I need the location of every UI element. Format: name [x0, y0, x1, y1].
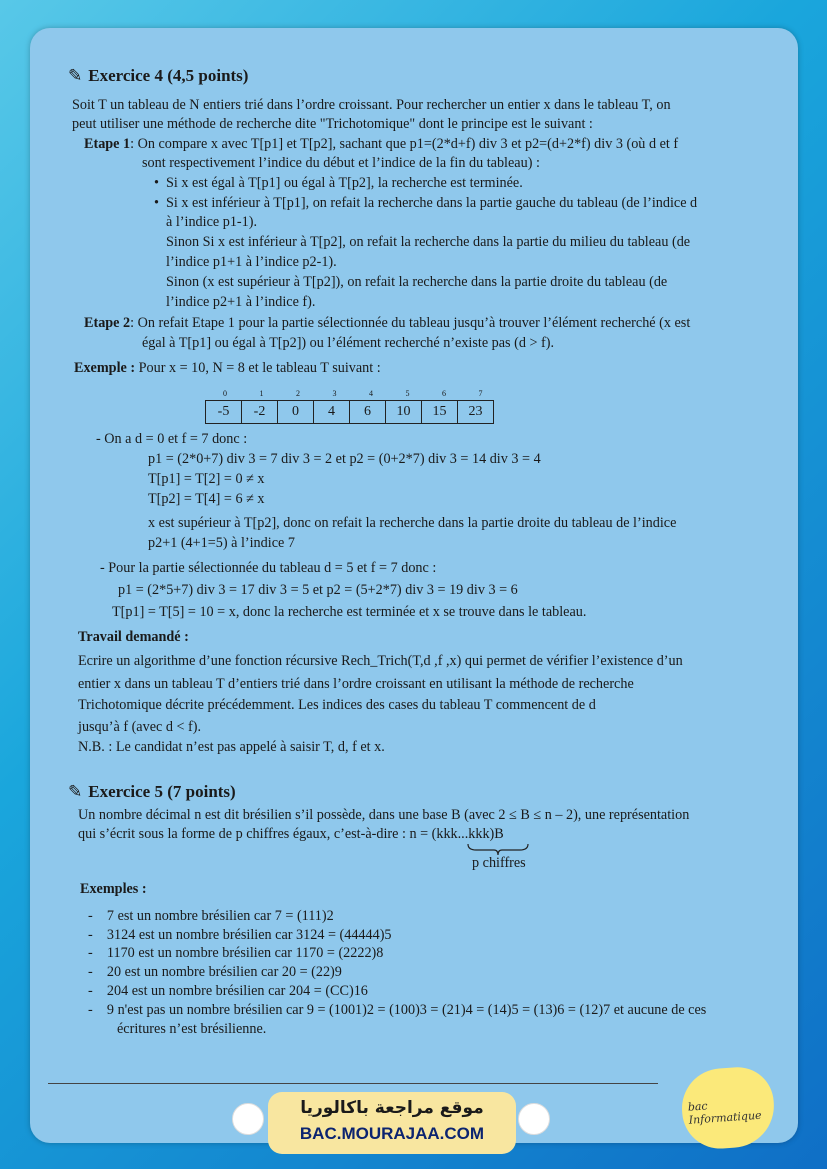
bullet-4-cont: l’indice p2+1 à l’indice f).	[166, 294, 316, 310]
array-index: 1	[259, 389, 264, 398]
array-cell: 23	[458, 401, 494, 424]
site-logo-left-icon	[232, 1103, 264, 1135]
step-3: T[p1] = T[2] = 0 ≠ x	[148, 471, 265, 487]
step-8: p1 = (2*5+7) div 3 = 17 div 3 = 5 et p2 = (5+2*7) div 3 = 19 div 3 = 6	[118, 582, 518, 598]
p-chiffres: p chiffres	[472, 855, 526, 871]
array-table	[205, 400, 494, 424]
array-cell: -5	[206, 401, 242, 424]
ex5-line-2: qui s’écrit sous la forme de p chiffres égaux, c’est-à-dire : n = (kkk...kkk)B	[78, 826, 504, 842]
array-index: 6	[442, 389, 446, 398]
etape-2: Etape 2: On refait Etape 1 pour la partie sélectionnée du tableau jusqu’à trouver l’élément recherché (x est	[84, 315, 691, 331]
badge-text: bac Informatique	[687, 1099, 762, 1127]
array-cell: 0	[278, 401, 314, 424]
example-3: - 1170 est un nombre brésilien car 1170 = (2222)8	[88, 945, 384, 961]
step-7: - Pour la partie sélectionnée du tableau d = 5 et f = 7 donc :	[100, 560, 437, 576]
bullet-2: • Si x est inférieur à T[p1], on refait la recherche dans la partie gauche du tableau (de l’indice d	[166, 194, 697, 212]
step-6: p2+1 (4+1=5) à l’indice 7	[148, 535, 295, 551]
document-page	[30, 28, 798, 1143]
travail-line-2: entier x dans un tableau T d’entiers trié dans l’ordre croissant en utilisant la méthode de recherche	[78, 676, 634, 692]
travail-line-1: Ecrire un algorithme d’une fonction récursive Rech_Trich(T,d ,f ,x) qui permet de vérifier l’existence d’un	[78, 653, 683, 669]
example-2: - 3124 est un nombre brésilien car 3124 = (44444)5	[88, 927, 392, 943]
site-logo-right-icon	[518, 1103, 550, 1135]
array-index: 0	[223, 389, 227, 398]
array-index: 2	[296, 389, 300, 398]
example-6-cont: écritures n’est brésilienne.	[117, 1021, 267, 1037]
step-2: p1 = (2*0+7) div 3 = 7 div 3 = 2 et p2 = (0+2*7) div 3 = 14 div 3 = 4	[148, 451, 541, 467]
bullet-3: Sinon Si x est inférieur à T[p2], on refait la recherche dans la partie du milieu du tableau (de	[166, 234, 691, 250]
array-cell: 15	[422, 401, 458, 424]
example-1: - 7 est un nombre brésilien car 7 = (111)2	[88, 908, 334, 924]
example-6: - 9 n'est pas un nombre brésilien car 9 = (1001)2 = (100)3 = (21)4 = (14)5 = (13)6 = (12)7 et aucune de ces	[88, 1002, 707, 1018]
travail-demande: Travail demandé :	[78, 629, 189, 645]
example-5: - 204 est un nombre brésilien car 204 = (CC)16	[88, 983, 368, 999]
bullet-4: Sinon (x est supérieur à T[p2]), on refait la recherche dans la partie droite du tableau (de	[166, 274, 668, 290]
array-cell: -2	[242, 401, 278, 424]
etape-1: Etape 1: On compare x avec T[p1] et T[p2], sachant que p1=(2*d+f) div 3 et p2=(d+2*f) div 3 (où d et f	[84, 136, 679, 152]
bullet-2-cont: à l’indice p1-1).	[166, 214, 257, 230]
ex4-intro-line-2: peut utiliser une méthode de recherche dite "Trichotomique" dont le principe est le suivant :	[72, 116, 593, 132]
exemples-label: Exemples :	[80, 881, 147, 897]
etape-2-cont: égal à T[p1] ou égal à T[p2]) ou l’élément recherché n’existe pas (d > f).	[142, 335, 555, 351]
array-index: 4	[369, 389, 373, 398]
array-index: 5	[405, 389, 410, 398]
array-cell: 10	[386, 401, 422, 424]
pencil-icon: ✎	[68, 782, 83, 801]
exemple: Exemple : Pour x = 10, N = 8 et le tableau T suivant :	[74, 360, 381, 376]
array-cell: 6	[350, 401, 386, 424]
step-1: - On a d = 0 et f = 7 donc :	[96, 431, 248, 447]
ex5-line-1: Un nombre décimal n est dit brésilien s’il possède, dans une base B (avec 2 ≤ B ≤ n – 2), une représentation	[78, 807, 690, 823]
ex4-intro-line-1: Soit T un tableau de N entiers trié dans l’ordre croissant. Pour rechercher un entier x dans le tableau T, on	[72, 97, 671, 113]
exercise-5-title: ✎ Exercice 5 (7 points)	[68, 782, 236, 801]
etape-1-cont: sont respectivement l’indice du début et l’indice de la fin du tableau) :	[142, 155, 540, 171]
step-9: T[p1] = T[5] = 10 = x, donc la recherche est terminée et x se trouve dans le tableau.	[112, 604, 587, 620]
travail-line-3: Trichotomique décrite précédemment. Les indices des cases du tableau T commencent de d	[78, 697, 596, 713]
array-cell: 4	[314, 401, 350, 424]
site-url[interactable]: BAC.MOURAJAA.COM	[299, 1124, 485, 1143]
step-4: T[p2] = T[4] = 6 ≠ x	[148, 491, 265, 507]
pencil-icon: ✎	[68, 66, 83, 85]
array-index: 7	[478, 389, 483, 398]
bullet-3-cont: l’indice p1+1 à l’indice p2-1).	[166, 254, 337, 270]
exercise-4-title: ✎ Exercice 4 (4,5 points)	[68, 66, 249, 85]
footer-divider	[48, 1083, 658, 1084]
bullet-1: • Si x est égal à T[p1] ou égal à T[p2], la recherche est terminée.	[166, 174, 523, 192]
site-name-arabic: موقع مراجعة باكالوريا	[300, 1098, 484, 1118]
array-row	[206, 401, 494, 424]
nb-note: N.B. : Le candidat n’est pas appelé à saisir T, d, f et x.	[78, 739, 385, 755]
array-index: 3	[332, 389, 337, 398]
example-4: - 20 est un nombre brésilien car 20 = (22)9	[88, 964, 342, 980]
step-5: x est supérieur à T[p2], donc on refait la recherche dans la partie droite du tableau de l’indice	[148, 515, 677, 531]
site-banner[interactable]	[268, 1092, 516, 1154]
travail-line-4: jusqu’à f (avec d < f).	[78, 719, 202, 735]
